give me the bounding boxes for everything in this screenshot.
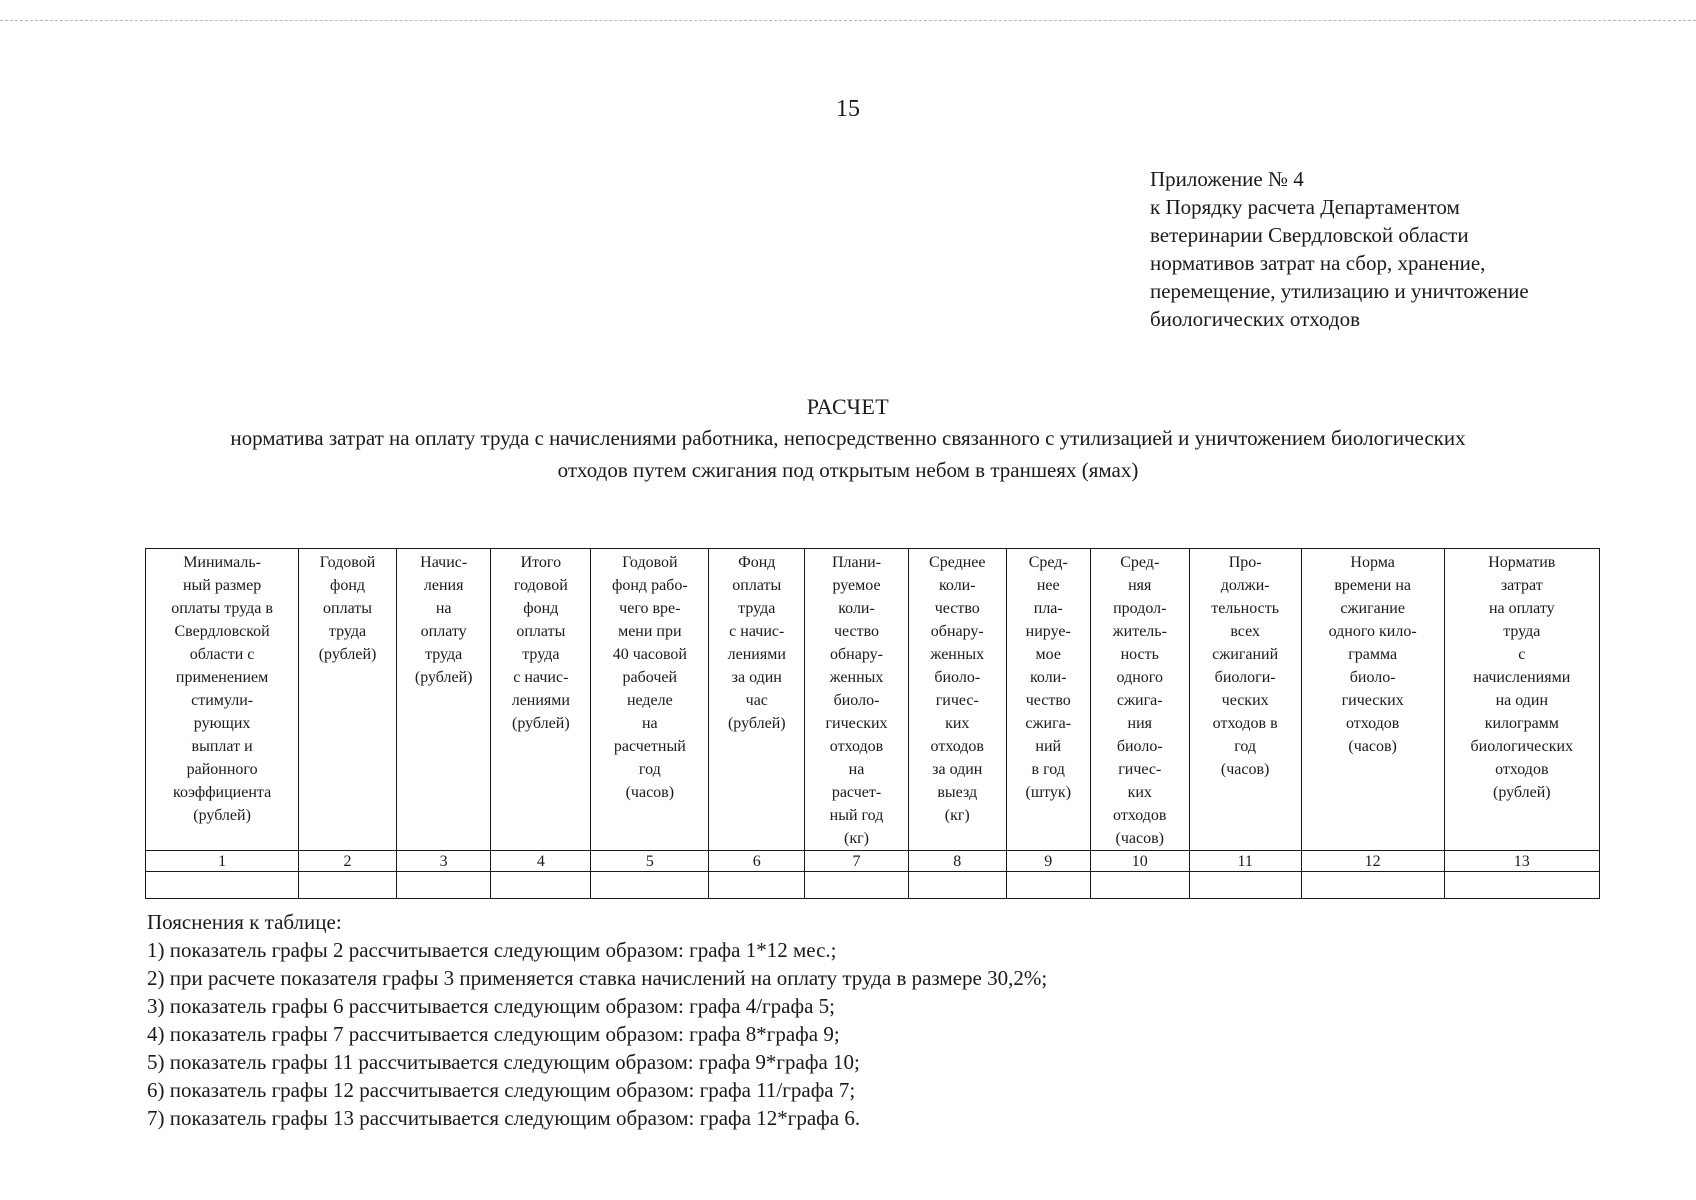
column-header-3 [396, 549, 491, 851]
column-number-cell: 1 [146, 851, 299, 872]
column-number-cell: 7 [805, 851, 909, 872]
appendix-line: ветеринарии Свердловской области [1150, 223, 1469, 247]
column-header-line: расчетный [613, 738, 686, 755]
column-header-line: на [848, 761, 865, 778]
column-header-line: районного [186, 761, 258, 778]
column-header-line: биологических [1470, 738, 1574, 755]
column-header-line: лениями [727, 646, 786, 663]
column-header-line: с начис- [513, 669, 569, 686]
empty-cell [396, 872, 491, 899]
empty-cell [591, 872, 709, 899]
column-header-line: рабочей [622, 669, 678, 686]
column-header-line: рующих [193, 715, 251, 732]
column-header-line: руемое [832, 577, 881, 594]
column-header-line: сжигание [1340, 600, 1405, 617]
column-number-cell: 6 [709, 851, 805, 872]
column-header-line: Плани- [831, 554, 882, 571]
column-header-1 [146, 549, 299, 851]
column-header-line: времени на [1334, 577, 1411, 594]
column-header-line: оплаты [323, 600, 373, 617]
column-header-line: 40 часовой [612, 646, 687, 663]
column-header-line: ный год [829, 807, 884, 824]
column-header-line: неделе [626, 692, 673, 709]
empty-cell [1301, 872, 1444, 899]
column-header-line: области с [189, 646, 255, 663]
column-header-line: применением [175, 669, 269, 686]
column-header-line: Норма [1350, 554, 1395, 571]
empty-cell [1444, 872, 1599, 899]
column-header-line: выплат и [191, 738, 253, 755]
note-item: 4) показатель графы 7 рассчитывается следующим образом: графа 8*графа 9; [147, 1022, 840, 1046]
column-header-10 [1090, 549, 1189, 851]
column-header-line: Сред- [1028, 554, 1068, 571]
note-item: 1) показатель графы 2 рассчитывается следующим образом: графа 1*12 мес.; [147, 938, 837, 962]
column-header-line: (кг) [944, 807, 970, 824]
column-header-line: гических [1341, 692, 1404, 709]
column-header-line: отходов [1345, 715, 1400, 732]
column-header-line: одного кило- [1328, 623, 1417, 640]
column-header-line: коли- [938, 577, 976, 594]
column-header-5 [591, 549, 709, 851]
column-header-line: труда [425, 646, 463, 663]
column-header-line: гичес- [1118, 761, 1162, 778]
column-header-8 [908, 549, 1006, 851]
column-header-line: лениями [511, 692, 570, 709]
column-header-line: (часов) [1220, 761, 1270, 778]
appendix-block [1150, 165, 1610, 333]
column-header-line: коли- [838, 600, 875, 617]
column-header-line: на оплату [1488, 600, 1555, 617]
column-header-line: Годовой [622, 554, 678, 571]
column-header-line: Сред- [1120, 554, 1160, 571]
column-header-line: ления [423, 577, 464, 594]
note-item: 3) показатель графы 6 рассчитывается следующим образом: графа 4/графа 5; [147, 994, 835, 1018]
column-header-line: продол- [1113, 600, 1167, 617]
note-item: 2) при расчете показателя графы 3 применяется ставка начислений на оплату труда в размере 30,2%; [147, 966, 1048, 990]
column-number-cell: 11 [1189, 851, 1301, 872]
column-header-line: Начис- [420, 554, 468, 571]
column-header-line: (рублей) [193, 807, 251, 824]
column-header-line: биоло- [934, 669, 981, 686]
column-header-line: коли- [1029, 669, 1067, 686]
column-number-cell: 4 [491, 851, 591, 872]
column-header-line: тельность [1211, 600, 1280, 617]
column-number-cell: 3 [396, 851, 491, 872]
column-header-line: оплаты [516, 623, 566, 640]
notes-title: Пояснения к таблице: [147, 910, 342, 934]
document-heading [0, 392, 1696, 486]
column-header-line: год [638, 761, 661, 778]
column-header-line: ческих [1221, 692, 1269, 709]
document-subtitle-line: отходов путем сжигания под открытым небом в траншеях (ямах) [557, 458, 1139, 482]
empty-cell [299, 872, 397, 899]
scan-edge-line [0, 20, 1696, 22]
column-header-line: на один [1495, 692, 1549, 709]
column-header-line: (штук) [1025, 784, 1072, 801]
column-header-line: коэффициента [172, 784, 272, 801]
column-header-line: год [1234, 738, 1257, 755]
appendix-line: нормативов затрат на сбор, хранение, [1150, 251, 1486, 275]
column-number-cell: 9 [1006, 851, 1090, 872]
empty-cell [805, 872, 909, 899]
column-header-line: ния [1127, 715, 1152, 732]
column-header-line: гических [825, 715, 888, 732]
column-header-7 [805, 549, 909, 851]
column-header-line: женных [930, 646, 985, 663]
column-header-line: мени при [618, 623, 682, 640]
empty-data-row [146, 872, 1600, 899]
column-header-line: Минималь- [183, 554, 261, 571]
column-header-line: чество [1025, 692, 1071, 709]
column-header-line: биоло- [1349, 669, 1396, 686]
column-header-line: сжиганий [1212, 646, 1279, 663]
table-notes [147, 908, 1597, 1132]
column-header-line: начислениями [1473, 669, 1571, 686]
column-header-line: житель- [1112, 623, 1167, 640]
column-header-line: (часов) [1115, 830, 1164, 847]
column-number-cell: 13 [1444, 851, 1599, 872]
column-header-line: Про- [1228, 554, 1262, 571]
column-header-line: фонд [523, 600, 559, 617]
column-header-line: отходов [1495, 761, 1549, 778]
column-header-line: (рублей) [512, 715, 570, 732]
column-header-line: ный размер [182, 577, 262, 594]
column-header-line: ний [1035, 738, 1062, 755]
empty-cell [1090, 872, 1189, 899]
column-header-6 [709, 549, 805, 851]
appendix-line: биологических отходов [1150, 307, 1360, 331]
column-header-line: отходов в [1212, 715, 1278, 732]
column-header-line: с начис- [729, 623, 785, 640]
column-number-row [146, 851, 1600, 872]
column-header-line: стимули- [191, 692, 254, 709]
column-header-line: пла- [1033, 600, 1063, 617]
column-header-line: биологи- [1214, 669, 1276, 686]
empty-cell [709, 872, 805, 899]
column-header-2 [299, 549, 397, 851]
document-subtitle-line: норматива затрат на оплату труда с начислениями работника, непосредственно связанного с утилизацией и уничтожением биологических [230, 426, 1466, 450]
empty-cell [491, 872, 591, 899]
column-number-cell: 2 [299, 851, 397, 872]
empty-cell [1189, 872, 1301, 899]
column-header-line: годовой [513, 577, 568, 594]
column-header-line: ких [1127, 784, 1152, 801]
column-header-line: затрат [1500, 577, 1543, 594]
column-header-line: оплаты труда в [171, 600, 273, 617]
column-header-12 [1301, 549, 1444, 851]
appendix-line: к Порядку расчета Департаментом [1150, 195, 1460, 219]
column-header-line: труда [1503, 623, 1541, 640]
column-header-line: нее [1036, 577, 1060, 594]
column-header-line: Норматив [1488, 554, 1556, 571]
column-header-line: Свердловской [174, 623, 270, 640]
column-header-line: на [435, 600, 452, 617]
column-header-line: килограмм [1484, 715, 1559, 732]
note-item: 6) показатель графы 12 рассчитывается следующим образом: графа 11/графа 7; [147, 1078, 856, 1102]
column-number-cell: 12 [1301, 851, 1444, 872]
column-header-line: (часов) [1348, 738, 1397, 755]
column-header-line: грамма [1348, 646, 1398, 663]
column-header-line: ность [1120, 646, 1159, 663]
column-header-line: фонд [330, 577, 366, 594]
column-header-line: в год [1031, 761, 1065, 778]
column-header-line: с [1518, 646, 1526, 663]
column-header-line: на [641, 715, 658, 732]
column-header-line: за один [932, 761, 983, 778]
column-header-line: труда [328, 623, 367, 640]
column-header-line: женных [829, 669, 884, 686]
column-header-line: (часов) [625, 784, 675, 801]
column-header-4 [491, 549, 591, 851]
document-title: РАСЧЕТ [806, 394, 890, 419]
column-header-line: за один [731, 669, 782, 686]
column-header-11 [1189, 549, 1301, 851]
column-header-line: оплаты [732, 577, 782, 594]
column-header-line: няя [1128, 577, 1152, 594]
column-header-13 [1444, 549, 1599, 851]
column-header-line: час [745, 692, 768, 709]
column-header-line: биоло- [1116, 738, 1163, 755]
column-header-line: чество [833, 623, 880, 640]
column-header-line: сжига- [1116, 692, 1163, 709]
column-header-line: биоло- [833, 692, 880, 709]
column-header-line: Годовой [319, 554, 376, 571]
table-header-row [146, 549, 1600, 851]
column-header-line: должи- [1220, 577, 1270, 594]
column-header-line: отходов [1113, 807, 1167, 824]
column-header-line: (рублей) [1492, 784, 1551, 801]
note-item: 7) показатель графы 13 рассчитывается следующим образом: графа 12*графа 6. [147, 1106, 861, 1130]
column-header-line: Итого [520, 554, 562, 571]
column-header-line: нируе- [1025, 623, 1071, 640]
column-header-line: (кг) [844, 830, 869, 847]
column-header-line: отходов [930, 738, 984, 755]
column-header-line: мое [1035, 646, 1061, 663]
column-header-line: чего вре- [619, 600, 681, 617]
page-number: 15 [836, 96, 860, 122]
column-header-line: отходов [829, 738, 884, 755]
appendix-line: Приложение № 4 [1150, 167, 1304, 191]
column-header-line: труда [738, 600, 776, 617]
empty-cell [146, 872, 299, 899]
column-header-line: гичес- [935, 692, 979, 709]
column-header-line: ких [945, 715, 970, 732]
empty-cell [1006, 872, 1090, 899]
column-header-line: сжига- [1025, 715, 1072, 732]
column-header-line: фонд рабо- [612, 577, 688, 594]
column-header-line: труда [522, 646, 560, 663]
column-header-line: Среднее [929, 554, 986, 571]
column-header-line: обнару- [930, 623, 984, 640]
column-header-line: чество [934, 600, 980, 617]
note-item: 5) показатель графы 11 рассчитывается следующим образом: графа 9*графа 10; [147, 1050, 860, 1074]
appendix-line: перемещение, утилизацию и уничтожение [1150, 279, 1529, 303]
column-number-cell: 8 [908, 851, 1006, 872]
column-header-line: оплату [420, 623, 467, 640]
column-header-line: Фонд [738, 554, 776, 571]
column-header-9 [1006, 549, 1090, 851]
column-header-line: (рублей) [318, 646, 377, 663]
column-header-line: (рублей) [727, 715, 786, 732]
column-header-line: одного [1116, 669, 1163, 686]
empty-cell [908, 872, 1006, 899]
column-header-line: выезд [937, 784, 978, 801]
calculation-table [145, 548, 1600, 899]
column-header-line: расчет- [831, 784, 882, 801]
column-header-line: всех [1230, 623, 1260, 640]
column-header-line: обнару- [830, 646, 883, 663]
column-header-line: (рублей) [414, 669, 473, 686]
column-number-cell: 5 [591, 851, 709, 872]
column-number-cell: 10 [1090, 851, 1189, 872]
